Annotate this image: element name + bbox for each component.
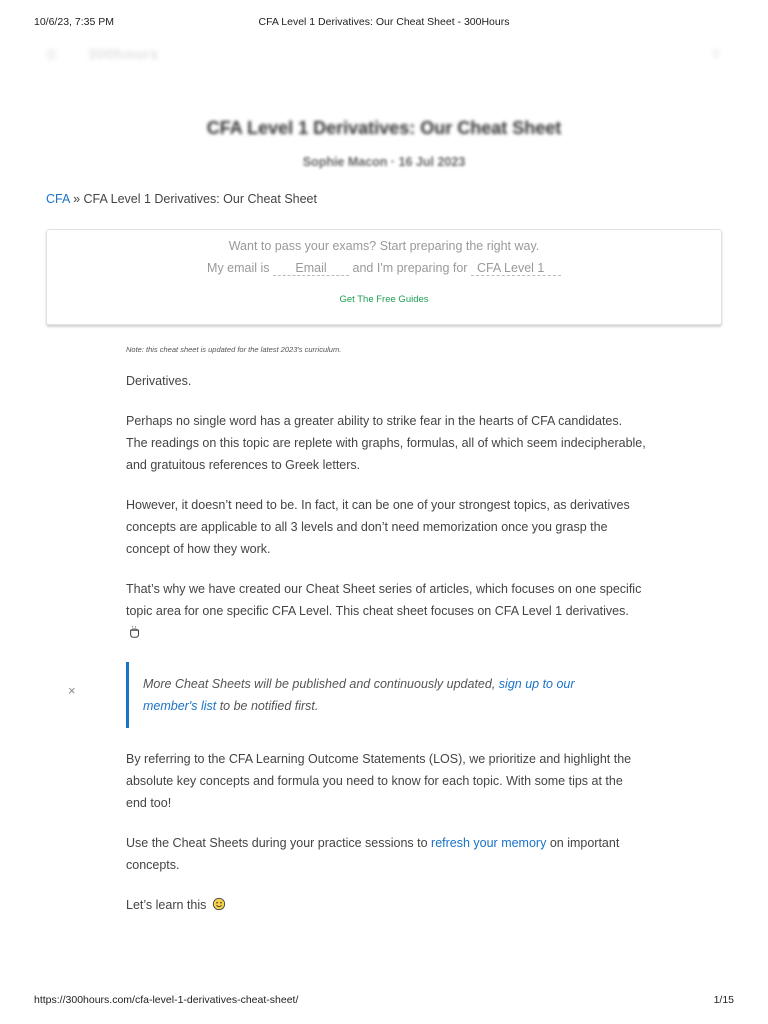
- article-byline: Sophie Macon · 16 Jul 2023: [302, 155, 466, 169]
- print-footer: [34, 994, 734, 1008]
- paragraph-6-after: on important concepts.: [126, 836, 620, 872]
- curriculum-note: Note: this cheat sheet is updated for the latest 2023's curriculum.: [126, 345, 342, 354]
- page-url: https://300hours.com/cfa-level-1-derivatives-cheat-sheet/: [34, 994, 299, 1006]
- site-nav: [0, 44, 768, 64]
- signup-tagline: Want to pass your exams? Start preparing the right way.: [228, 239, 540, 253]
- article-title: CFA Level 1 Derivatives: Our Cheat Sheet: [206, 118, 562, 138]
- coffee-cup-icon: [128, 625, 142, 639]
- signup-middle: and I'm preparing for: [352, 261, 468, 275]
- paragraph-4: [126, 578, 646, 644]
- paragraph-3: However, it doesn’t need to be. In fact, it can be one of your strongest topics, as derivatives concepts are applicable to all 3 levels and don’t need memorization once you grasp the concept of how they work.: [126, 498, 630, 556]
- level-select[interactable]: CFA Level 1: [471, 261, 561, 276]
- page-number: 1/15: [713, 994, 734, 1006]
- print-header: [34, 16, 734, 30]
- callout-text-before: More Cheat Sheets will be published and continuously updated,: [143, 677, 499, 691]
- breadcrumb: [46, 192, 317, 206]
- breadcrumb-current: CFA Level 1 Derivatives: Our Cheat Sheet: [83, 192, 317, 206]
- site-logo[interactable]: 300hours: [88, 46, 159, 63]
- signup-box: [46, 229, 722, 325]
- close-icon[interactable]: ×: [68, 683, 76, 698]
- paragraph-7: [126, 894, 646, 916]
- smiley-icon: [212, 897, 226, 911]
- breadcrumb-link-cfa[interactable]: CFA: [46, 192, 70, 206]
- paragraph-1: Derivatives.: [126, 374, 192, 388]
- paragraph-6-before: Use the Cheat Sheets during your practice sessions to: [126, 836, 432, 850]
- signup-form-row: [47, 261, 721, 276]
- signup-prefix: My email is: [207, 261, 270, 275]
- paragraph-4-text: That’s why we have created our Cheat Sheet series of articles, which focuses on one specific topic area for one specific CFA Level. This cheat sheet focuses on CFA Level 1 derivatives.: [126, 582, 642, 618]
- menu-icon[interactable]: ☰: [46, 48, 57, 62]
- callout-text-after: to be notified first.: [216, 699, 319, 713]
- paragraph-7-text: Let’s learn this: [126, 898, 207, 912]
- refresh-memory-link[interactable]: refresh your memory: [431, 836, 547, 850]
- print-doc-title: CFA Level 1 Derivatives: Our Cheat Sheet - 300Hours: [258, 16, 510, 28]
- signup-member-link[interactable]: sign up to our member's list: [143, 677, 575, 713]
- callout-blockquote: [126, 662, 626, 728]
- print-date: 10/6/23, 7:35 PM: [34, 16, 114, 28]
- paragraph-5: By referring to the CFA Learning Outcome Statements (LOS), we prioritize and highlight the absolute key concepts and formula you need to know for each topic. With some tips at the end too!: [126, 752, 632, 810]
- breadcrumb-separator: »: [69, 192, 84, 206]
- email-field[interactable]: Email: [273, 261, 349, 276]
- get-free-guides-button[interactable]: Get The Free Guides: [339, 294, 429, 305]
- search-icon[interactable]: ⚲: [711, 47, 720, 61]
- paragraph-2: Perhaps no single word has a greater ability to strike fear in the hearts of CFA candidates. The readings on this topic are replete with graphs, formulas, all of which seem indecipherable, and gratuitous references to Greek letters.: [126, 414, 646, 472]
- paragraph-6: [126, 832, 646, 876]
